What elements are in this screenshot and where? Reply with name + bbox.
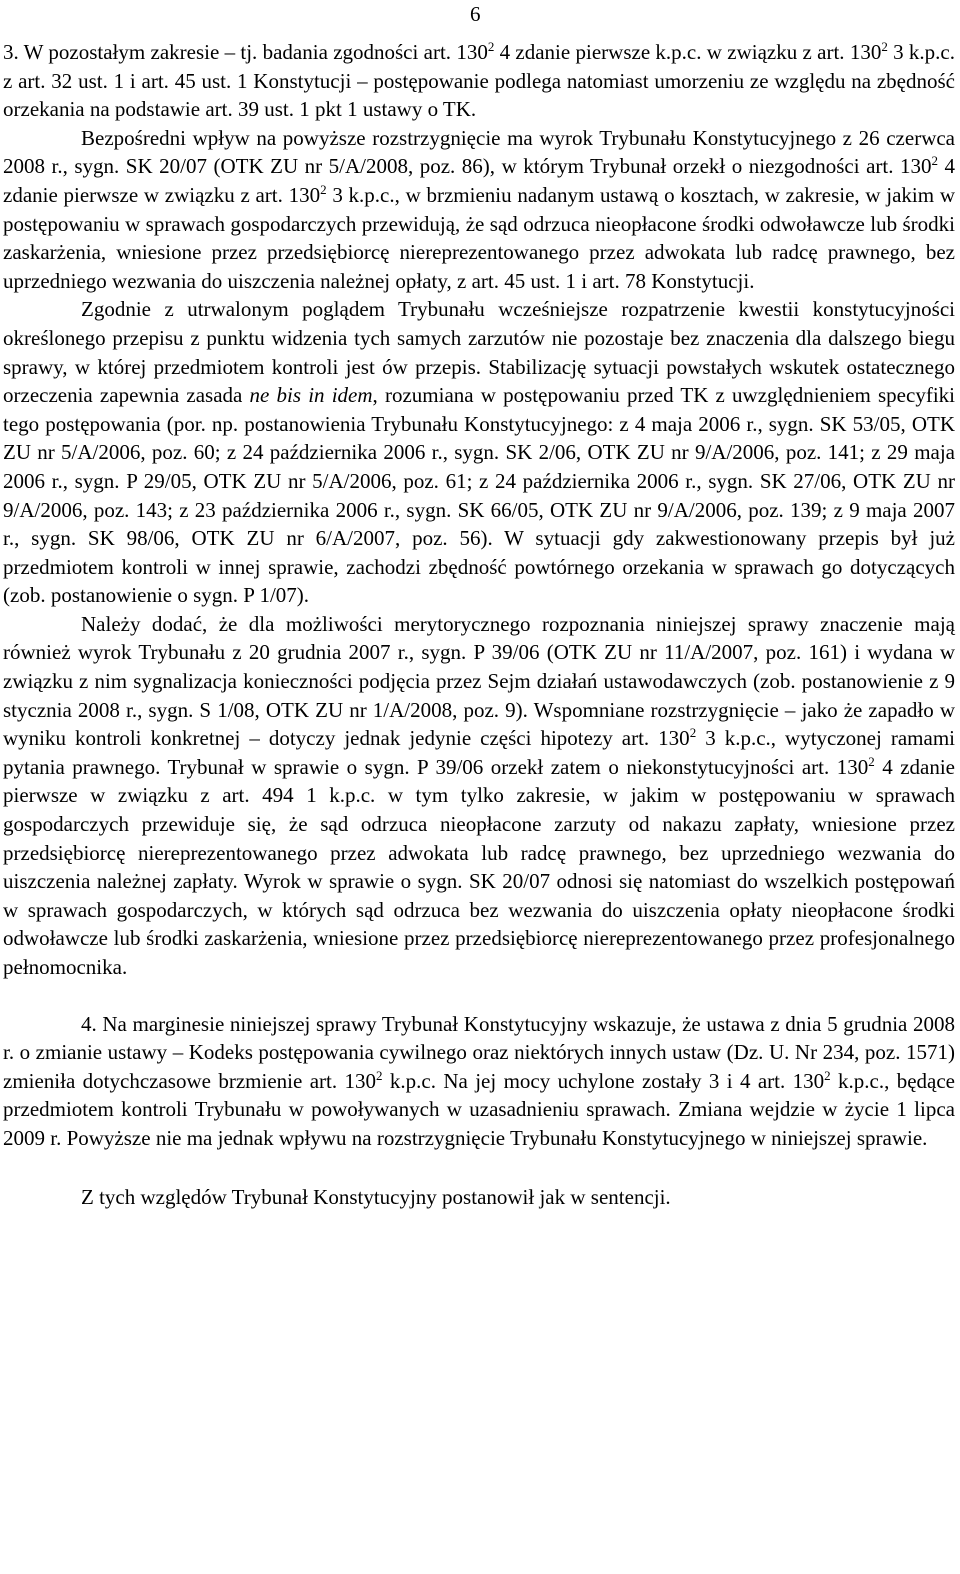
paragraph-3-impact <box>3 124 955 296</box>
superscript: 2 <box>824 1067 831 1083</box>
superscript: 2 <box>487 39 495 54</box>
paragraph-3-ne-bis-in-idem <box>3 295 955 610</box>
text-run: 3 k.p.c., wytyczonej ramami pytania prawnego. Trybunał w sprawie o sygn. P 39/06 orzekł zatem o niekonstytucyjności art. 130 <box>3 726 955 779</box>
latin-phrase: ne bis in idem <box>249 383 373 408</box>
paragraph-spacer <box>3 982 955 1010</box>
document-body <box>3 38 955 1211</box>
superscript: 2 <box>689 725 697 741</box>
superscript: 2 <box>320 181 327 197</box>
superscript: 2 <box>881 39 888 54</box>
page-number: 6 <box>470 2 481 26</box>
text-run: 4. Na marginesie niniejszej sprawy Trybunał Konstytucyjny wskazuje, że ustawa z dnia 5 grudnia 2008 r. o zmianie ustawy – Kodeks postępowania cywilnego oraz niektórych innych ustaw (Dz. U. Nr 234, poz. 1571) zmieniła dotychczasowe brzmienie art. 130 <box>3 1011 955 1093</box>
text-run: 3. W pozostałym zakresie – tj. badania zgodności art. 130 <box>3 40 488 64</box>
paragraph-spacer <box>3 1153 955 1183</box>
text-run: Zgodnie z utrwalonym poglądem Trybunału wcześniejsze rozpatrzenie kwestii konstytucyjności określonego przepisu z punktu widzenia tych samych zarzutów nie pozostaje bez znaczenia dla dalszego biegu sprawy, w której przedmiotem kontroli jest ów przepis. Stabilizację sytuacji powstałych wskutek ostatecznego orzeczenia zapewnia zasada <box>3 297 955 408</box>
text-run: Należy dodać, że dla możliwości merytorycznego rozpoznania niniejszej sprawy znaczenie mają również wyrok Trybunału z 20 grudnia 2007 r., sygn. P 39/06 (OTK ZU nr 11/A/2007, poz. 161) i wydana w związku z nim sygnalizacja konieczności podjęcia przez Sejm działań ustawodawczych (zob. postanowienie z 9 stycznia 2008 r., sygn. S 1/08, OTK ZU nr 1/A/2008, poz. 9). Wspomniane rozstrzygnięcie – jako że zapadło w wyniku kontroli konkretnej – dotyczy jednak jedynie części hipotezy art. 130 <box>3 611 955 751</box>
text-run: 4 zdanie pierwsze w związku z art. 494 1 k.p.c. w tym tylko zakresie, w jakim w postępowaniu w sprawach gospodarczych przewiduje się, że sąd odrzuca nieopłacone zarzuty od nakazu zapłaty, wniesione przez przedsiębiorcę niereprezentowanego przez adwokata lub radcę prawnego, bez uprzedniego wezwania do uiszczenia należnej zapłaty. Wyrok w sprawie o sygn. SK 20/07 odnosi się natomiast do wszelkich postępowań w sprawach gospodarczych, w których sąd odrzuca bez wezwania do uiszczenia opłaty nieopłacone środki odwoławcze lub środki zaskarżenia, wniesione przez przedsiębiorcę niereprezentowanego przez profesjonalnego pełnomocnika. <box>3 754 955 979</box>
paragraph-4 <box>3 1010 955 1153</box>
text-run: Bezpośredni wpływ na powyższe rozstrzygnięcie ma wyrok Trybunału Konstytucyjnego z 26 czerwca 2008 r., sygn. SK 20/07 (OTK ZU nr 5/A/2008, poz. 86), w którym Trybunał orzekł o niezgodności art. 130 <box>3 125 955 179</box>
text-run: 3 k.p.c. z art. 32 ust. 1 i art. 45 ust. 1 Konstytucji – postępowanie podlega natomiast umorzeniu ze względu na zbędność orzekania na podstawie art. 39 ust. 1 pkt 1 ustawy o TK. <box>3 40 955 122</box>
superscript: 2 <box>931 153 938 169</box>
text-run: 4 zdanie pierwsze w związku z art. 130 <box>3 154 955 207</box>
superscript: 2 <box>868 753 875 769</box>
closing-sentence: Z tych względów Trybunał Konstytucyjny postanowił jak w sentencji. <box>81 1184 671 1209</box>
text-run: 4 zdanie pierwsze k.p.c. w związku z art. 130 <box>494 40 882 64</box>
text-run: 3 k.p.c., w brzmieniu nadanym ustawą o kosztach, w zakresie, w jakim w postępowaniu w sprawach gospodarczych przewidują, że sąd odrzuca nieopłacone środki odwoławcze lub środki zaskarżenia, wniesione przez przedsiębiorcę niereprezentowanego przez adwokata lub radcę prawnego, bez uprzedniego wezwania do uiszczenia należnej opłaty, z art. 45 ust. 1 i art. 78 Konstytucji. <box>3 182 955 293</box>
paragraph-3-additional <box>3 610 955 982</box>
paragraph-3 <box>3 38 955 124</box>
text-run: k.p.c. Na jej mocy uchylone zostały 3 i 4 art. 130 <box>382 1068 825 1093</box>
text-run: , rozumiana w postępowaniu przed TK z uwzględnieniem specyfiki tego postępowania (por. np. postanowienia Trybunału Konstytucyjnego: z 4 maja 2006 r., sygn. SK 53/05, OTK ZU nr 5/A/2006, poz. 60; z 24 października 2006 r., sygn. SK 2/06, OTK ZU nr 9/A/2006, poz. 141; z 29 maja 2006 r., sygn. P 29/05, OTK ZU nr 5/A/2006, poz. 61; z 24 października 2006 r., sygn. SK 27/06, OTK ZU nr 9/A/2006, poz. 143; z 23 października 2006 r., sygn. SK 66/05, OTK ZU nr 9/A/2006, poz. 139; z 9 maja 2007 r., sygn. SK 98/06, OTK ZU nr 6/A/2007, poz. 56). W sytuacji gdy zakwestionowany przepis był już przedmiotem kontroli w innej sprawie, zachodzi zbędność powtórnego orzekania w sprawach go dotyczących (zob. postanowienie o sygn. P 1/07). <box>3 383 955 608</box>
superscript: 2 <box>375 1067 383 1083</box>
text-run: k.p.c., będące przedmiotem kontroli Trybunału w powoływanych w uzasadnieniu sprawach. Zmiana wejdzie w życie 1 lipca 2009 r. Powyższe nie ma jednak wpływu na rozstrzygnięcie Trybunału Konstytucyjnego w niniejszej sprawie. <box>3 1068 955 1150</box>
